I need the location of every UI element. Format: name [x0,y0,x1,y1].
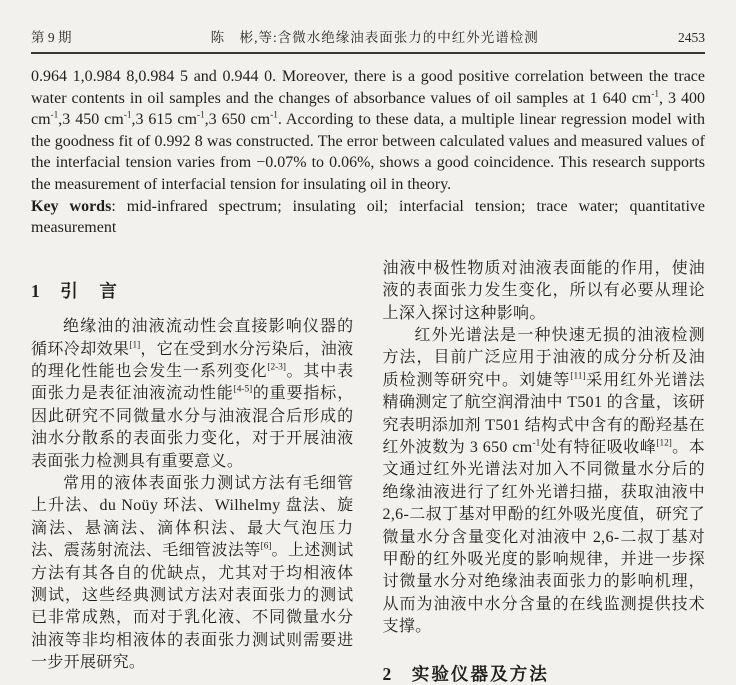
section-1-heading [31,280,354,302]
section-1-number: 1 [31,280,42,301]
header-rule [31,52,705,54]
keywords-text: mid-infrared spectrum; insulating oil; interfacial tension; trace water; quantitative measurement [31,197,706,237]
keywords-separator: : [111,197,127,215]
intro-paragraph-1: 绝缘油的油液流动性会直接影响仪器的循环冷却效果[1]，它在受到水分污染后，油液的理化性能也会发生一系列变化[2-3]。其中表面张力是表征油液流动性能[4-5]的重要指标，因此研究不同微量水分与油液混合后形成的油水分散系的表面张力变化，对于开展油液表面张力检测具有重要意义。 [31,318,354,470]
abstract-continuation-text: 0.964 1,0.984 8,0.984 5 and 0.944 0. Moreover, there is a good positive correlation between the trace water contents in oil samples and the changes of absorbance values of oil samples at 1 640 $cm^{-1}$, 3 400 $cm^{-1},3$ 450 $cm^{-1},3$ 615 $cm^{-1},3$ 650 $cm^{-1}$. According to these data, a multiple linear regression model with the goodness fit of 0.992 8 was constructed. The error between calculated values and measured values of the interfacial tension varies from −0.07% to 0.06%, shows a good coincidence. This research supports the measurement of interfacial tension for insulating oil in theory. [31,68,706,193]
keywords-label: Key words [31,197,112,215]
header-page-number: 2453 [677,30,705,45]
continuation-paragraph: 油液中极性物质对油液表面能的作用，使油液的表面张力发生变化，所以有必要从理论上深入探讨这种影响。 [382,259,705,322]
keywords-line [31,196,705,239]
right-column [383,258,706,685]
section-1-title: 引 言 [60,280,120,301]
section-2-heading [383,663,706,685]
left-column [31,258,354,685]
two-column-body [31,258,705,685]
abstract-section [31,66,705,239]
intro-paragraph-2: 常用的液体表面张力测试方法有毛细管上升法、du Noüy 环法、Wilhelmy 盘法、旋滴法、悬滴法、滴体积法、最大气泡压力法、震荡射流法、毛细管波法等[6]。上述测试方法有其各自的优缺点，尤其对于均相液体测试，这些经典测试方法对表面张力的测试已非常成熟，而对于乳化液、不同微量水分油液等非均相液体的表面张力测试则需要进一步开展研究。 [31,475,354,672]
infrared-method-paragraph: 红外光谱法是一种快速无损的油液检测方法，目前广泛应用于油液的成分分析及油质检测等研究中。刘婕等[11]采用红外光谱法精确测定了航空润滑油中 T501 的含量，该研究表明添加剂 T501 结构式中含有的酚羟基在红外波数为 3 650 $cm^{-1}$处有特征吸收峰[12]。本文通过红外光谱法对加入不同微量水分后的绝缘油液进行了红外光谱扫描，获取油液中 2,6-二叔丁基对甲酚的红外吸光度值，研究了微量水分含量变化对油液中 2,6-二叔丁基对甲酚的红外吸光度的影响规律，并进一步探讨微量水分对绝缘油表面张力的影响机理，从而为油液中水分含量的在线监测提供技术支撑。 [382,326,706,636]
page-header [31,0,705,46]
section-2-number: 2 [382,663,394,684]
header-issue-number: 第 9 期 [31,30,72,45]
section-2-title: 实验仪器及方法 [411,663,549,684]
header-running-title: 陈 彬,等:含微水绝缘油表面张力的中红外光谱检测 [210,30,539,45]
